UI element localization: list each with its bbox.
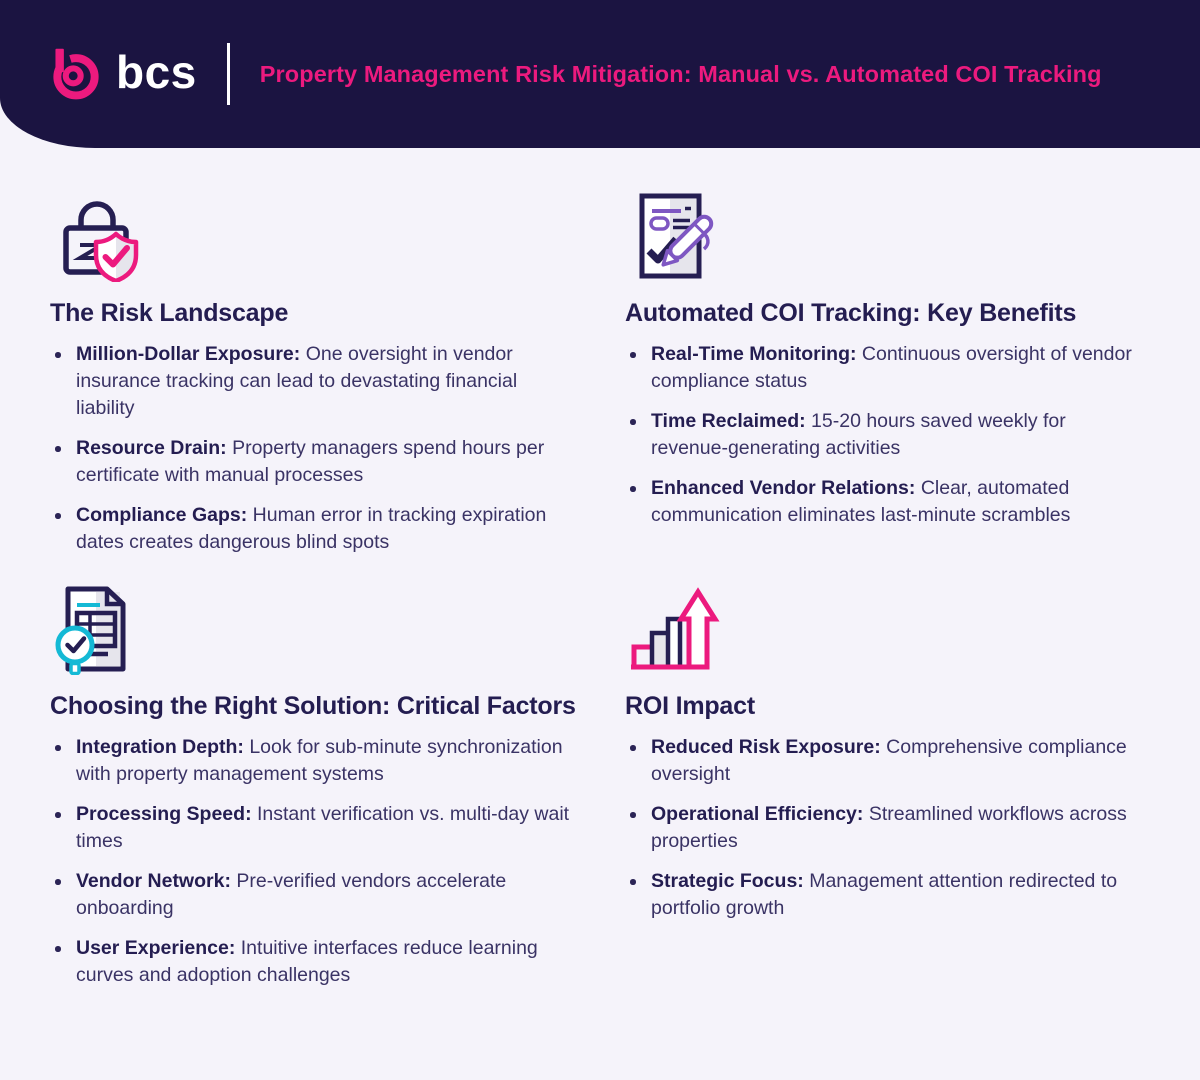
bullet-text: Streamlined workflows across properties bbox=[651, 803, 1127, 852]
bullet-item bbox=[625, 341, 1147, 395]
lock-shield-icon bbox=[50, 190, 585, 282]
bullet-text: Intuitive interfaces reduce learning curves and adoption challenges bbox=[76, 937, 538, 986]
header-bar bbox=[0, 0, 1200, 148]
page-title: Property Management Risk Mitigation: Manual vs. Automated COI Tracking bbox=[259, 60, 1102, 87]
bullet-text: Comprehensive compliance oversight bbox=[651, 736, 1127, 785]
bullet-list bbox=[50, 734, 572, 989]
bullet-lead: Resource Drain: bbox=[76, 437, 227, 459]
bullet-item bbox=[50, 435, 572, 489]
bullet-text: Continuous oversight of vendor compliance status bbox=[651, 343, 1132, 392]
header-divider bbox=[227, 43, 230, 105]
section-choosing-solution bbox=[50, 583, 585, 1002]
bullet-lead: Integration Depth: bbox=[76, 736, 244, 758]
bullet-lead: Enhanced Vendor Relations: bbox=[651, 477, 916, 499]
section-heading: The Risk Landscape bbox=[50, 299, 289, 327]
bullet-item bbox=[625, 734, 1147, 788]
bullet-text: 15-20 hours saved weekly for revenue-generating activities bbox=[651, 410, 1066, 459]
bullet-lead: Processing Speed: bbox=[76, 803, 252, 825]
bullet-lead: Time Reclaimed: bbox=[651, 410, 806, 432]
bullet-list bbox=[625, 734, 1147, 922]
bullet-list bbox=[50, 341, 572, 556]
bullet-item bbox=[625, 868, 1147, 922]
bar-chart-growth-icon bbox=[625, 583, 1160, 675]
bullet-item bbox=[50, 341, 572, 422]
bullet-lead: Compliance Gaps: bbox=[76, 504, 248, 526]
bullet-lead: Operational Efficiency: bbox=[651, 803, 864, 825]
bullet-text: Clear, automated communication eliminates last-minute scrambles bbox=[651, 477, 1071, 526]
bullet-lead: Reduced Risk Exposure: bbox=[651, 736, 881, 758]
section-heading: Automated COI Tracking: Key Benefits bbox=[625, 299, 1077, 327]
section-roi-impact bbox=[625, 583, 1160, 1002]
document-pen-icon bbox=[625, 190, 1160, 282]
section-heading: Choosing the Right Solution: Critical Factors bbox=[50, 692, 576, 720]
section-heading: ROI Impact bbox=[625, 692, 755, 720]
bullet-item bbox=[50, 734, 572, 788]
document-magnifier-icon bbox=[50, 583, 585, 675]
bullet-text: Look for sub-minute synchronization with property management systems bbox=[76, 736, 563, 785]
bullet-item bbox=[50, 868, 572, 922]
bullet-text: Pre-verified vendors accelerate onboarding bbox=[76, 870, 507, 919]
bullet-text: Instant verification vs. multi-day wait times bbox=[76, 803, 570, 852]
bullet-item bbox=[625, 408, 1147, 462]
logo-text: bcs bbox=[116, 46, 197, 98]
bullet-item bbox=[50, 502, 572, 556]
content-grid bbox=[0, 148, 1200, 1002]
bullet-item bbox=[50, 801, 572, 855]
bullet-item bbox=[50, 935, 572, 989]
bullet-lead: Real-Time Monitoring: bbox=[651, 343, 857, 365]
bcs-logo bbox=[48, 45, 197, 103]
bullet-text: One oversight in vendor insurance tracking can lead to devastating financial liability bbox=[76, 343, 518, 419]
bcs-logo-mark-icon bbox=[48, 45, 104, 103]
bullet-lead: Vendor Network: bbox=[76, 870, 231, 892]
bullet-lead: Million-Dollar Exposure: bbox=[76, 343, 301, 365]
section-key-benefits bbox=[625, 190, 1160, 583]
bullet-list bbox=[625, 341, 1147, 529]
bullet-text: Property managers spend hours per certificate with manual processes bbox=[76, 437, 545, 486]
section-risk-landscape bbox=[50, 190, 585, 583]
bullet-text: Human error in tracking expiration dates creates dangerous blind spots bbox=[76, 504, 547, 553]
bullet-item bbox=[625, 801, 1147, 855]
bullet-item bbox=[625, 475, 1147, 529]
bullet-lead: Strategic Focus: bbox=[651, 870, 804, 892]
bullet-text: Management attention redirected to portfolio growth bbox=[651, 870, 1118, 919]
bullet-lead: User Experience: bbox=[76, 937, 236, 959]
